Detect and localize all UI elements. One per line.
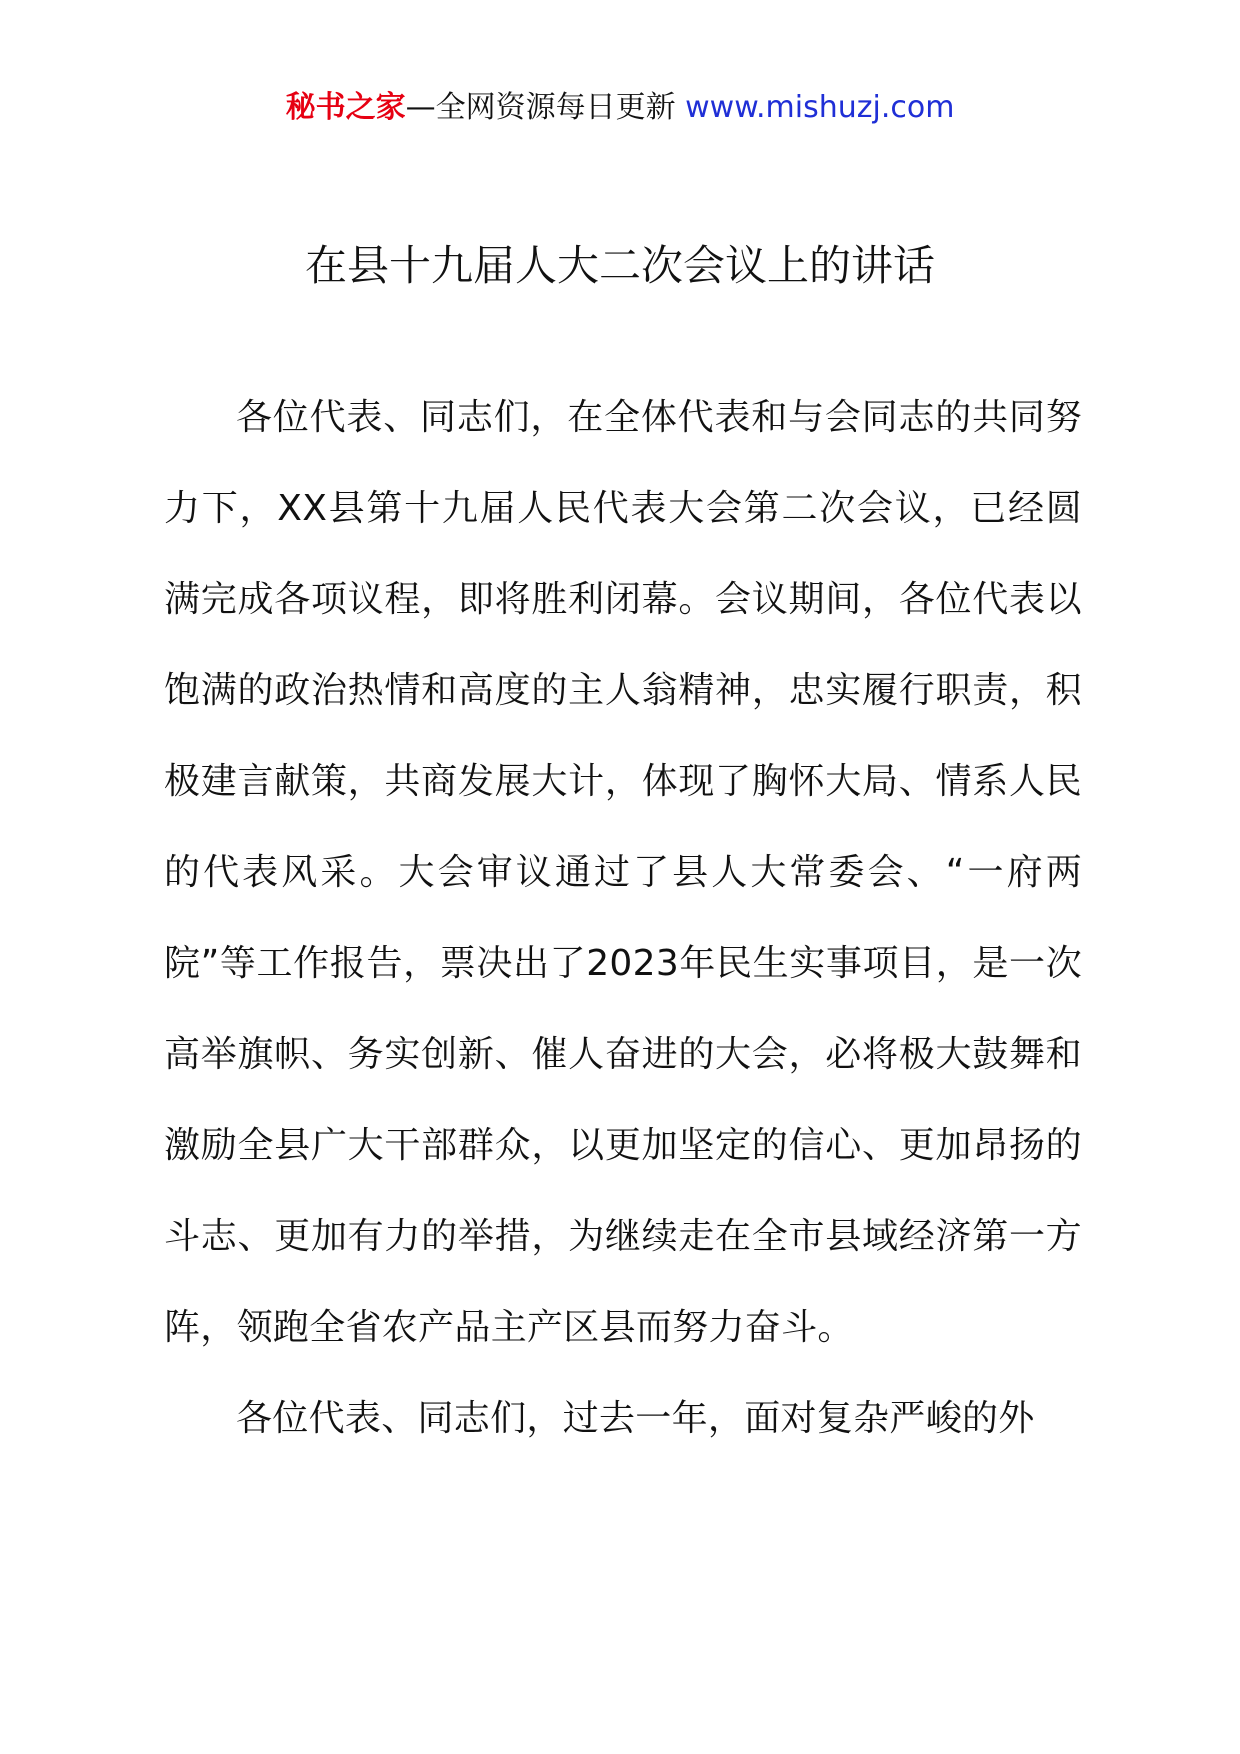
site-header	[0, 88, 1240, 128]
site-tagline: —全网资源每日更新	[405, 90, 676, 125]
site-url-link[interactable]: www.mishuzj.com	[685, 90, 955, 125]
document-body	[164, 372, 1082, 1464]
paragraph: 各位代表、同志们，在全体代表和与会同志的共同努力下，XX县第十九届人民代表大会第二次会议，已经圆满完成各项议程，即将胜利闭幕。会议期间，各位代表以饱满的政治热情和高度的主人翁精神，忠实履行职责，积极建言献策，共商发展大计，体现了胸怀大局、情系人民的代表风采。大会审议通过了县人大常委会、“一府两院”等工作报告，票决出了2023年民生实事项目，是一次高举旗帜、务实创新、催人奋进的大会，必将极大鼓舞和激励全县广大干部群众，以更加坚定的信心、更加昂扬的斗志、更加有力的举措，为继续走在全市县域经济第一方阵，领跑全省农产品主产区县而努力奋斗。	[164, 397, 1082, 1348]
document-title: 在县十九届人大二次会议上的讲话	[304, 241, 935, 290]
paragraph: 各位代表、同志们，过去一年，面对复杂严峻的外	[236, 1398, 1035, 1439]
site-brand: 秘书之家	[285, 90, 406, 125]
